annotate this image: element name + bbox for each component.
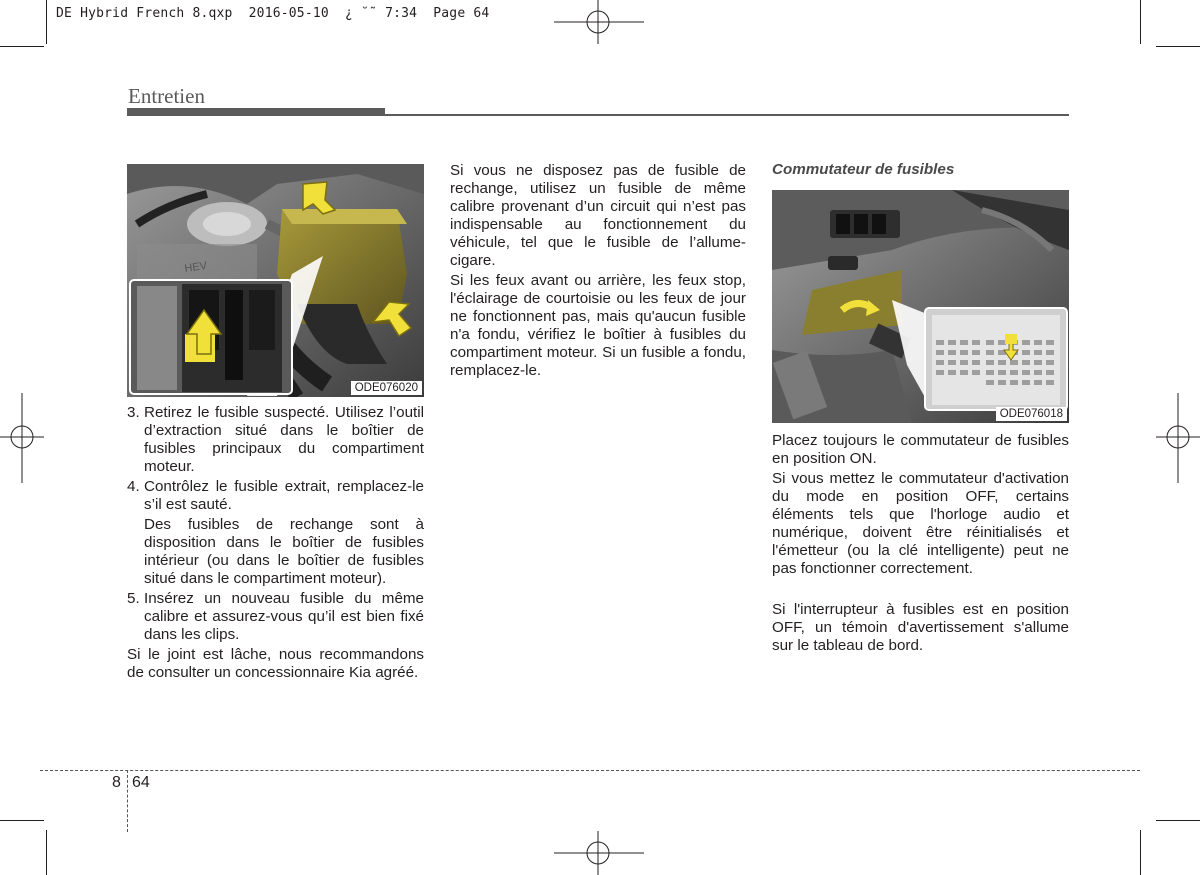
- paragraph: Si vous ne disposez pas de fusible de rechange, utilisez un fusible de même calibre provenant d’un circuit qui n’est pas indispensable au fonctionnement du véhicule, tel que le fusible de l’allume-cigare.: [450, 162, 746, 269]
- registration-mark-left-icon: [0, 393, 44, 483]
- step-text: Contrôlez le fusible extrait, remplacez-le s’il est sauté.: [144, 478, 424, 513]
- figure-label: ODE076018: [996, 407, 1067, 421]
- step-note: Des fusibles de rechange sont à disposition dans le boîtier de fusibles intérieur (ou dans le boîtier de fusibles situé dans le compartiment moteur).: [144, 516, 424, 587]
- closing-paragraph: Si le joint est lâche, nous recommandons de consulter un concessionnaire Kia agréé.: [127, 646, 424, 681]
- hev-emblem-text: HEV: [183, 259, 208, 275]
- crop-mark: [46, 0, 47, 44]
- crop-mark: [46, 830, 47, 875]
- step-number: 4.: [127, 478, 140, 495]
- figure-label: ODE076020: [351, 381, 422, 395]
- chapter-number: 8: [112, 774, 121, 791]
- step-number: 5.: [127, 590, 140, 607]
- page-number: 64: [132, 774, 150, 791]
- crop-mark: [1140, 830, 1141, 875]
- footer-divider: [127, 770, 128, 832]
- header-rule-thin: [127, 114, 1069, 116]
- list-item: [127, 404, 424, 476]
- paragraph: Si l'interrupteur à fusibles est en position OFF, un témoin d'avertissement s'allume sur le tableau de bord.: [772, 601, 1069, 654]
- crop-mark: [0, 46, 44, 47]
- engine-compartment-illustration: [127, 164, 424, 397]
- crop-mark: [1156, 820, 1200, 821]
- step-text: Insérez un nouveau fusible du même calibre et assurez-vous qu’il est bien fixé dans les clips.: [144, 590, 424, 643]
- engine-fusebox-figure: [127, 164, 424, 397]
- dashboard-illustration: [772, 190, 1069, 423]
- print-slug: DE Hybrid French 8.qxp 2016-05-10 ¿ ˘˜ 7:34 Page 64: [56, 6, 490, 21]
- step-number: 3.: [127, 404, 140, 421]
- paragraph: Placez toujours le commutateur de fusibles en position ON.: [772, 432, 1069, 467]
- list-item: [127, 478, 424, 514]
- crop-mark: [0, 820, 44, 821]
- footer-rule: [40, 770, 1140, 771]
- subheading: Commutateur de fusibles: [772, 161, 955, 178]
- middle-text-column: [450, 162, 746, 380]
- paragraph: Si les feux avant ou arrière, les feux stop, l'éclairage de courtoisie ou les feux de jour ne fonctionnent pas, mais qu'aucun fusible n'a fondu, vérifiez le boîtier à fusibles du compartiment moteur. Si un fusible a fondu, remplacez-le.: [450, 272, 746, 379]
- registration-mark-top-icon: [554, 0, 644, 44]
- right-text-column: [772, 432, 1069, 655]
- left-text-column: [127, 404, 424, 682]
- step-text: Retirez le fusible suspecté. Utilisez l’outil d’extraction situé dans le boîtier de fusibles principaux du compartiment moteur.: [144, 404, 424, 475]
- fuse-switch-figure: [772, 190, 1069, 423]
- crop-mark: [1140, 0, 1141, 44]
- registration-mark-right-icon: [1156, 393, 1200, 483]
- section-title: Entretien: [128, 84, 205, 108]
- paragraph: Si vous mettez le commutateur d'activation du mode en position OFF, certains éléments tels que l'horloge audio et numérique, doivent être réinitialisés et l'émetteur (ou la clé intelligente) peut ne pas fonctionner correctement.: [772, 470, 1069, 577]
- crop-mark: [1156, 46, 1200, 47]
- list-item: [127, 590, 424, 644]
- registration-mark-bottom-icon: [554, 831, 644, 875]
